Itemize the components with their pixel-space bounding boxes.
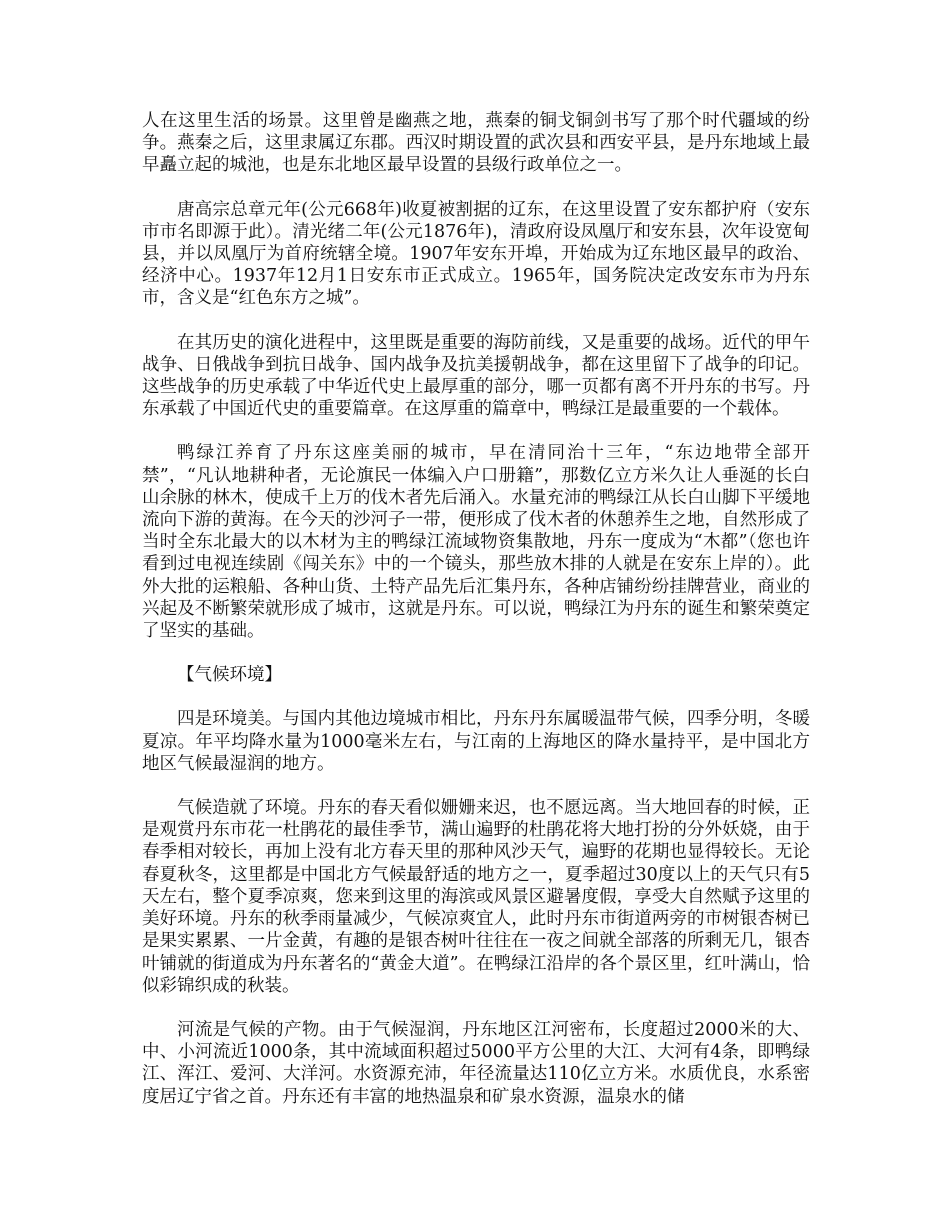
paragraph-war-history: 在其历史的演化进程中，这里既是重要的海防前线，又是重要的战场。近代的甲午战争、日俄战争到抗日战争、国内战争及抗美援朝战争，都在这里留下了战争的印记。这些战争的历史承载了中华近代史上最厚重的部分，哪一页都有离不开丹东的书写。丹东承载了中国近代史的重要篇章。在这厚重的篇章中，鸭绿江是最重要的一个载体。	[142, 332, 810, 420]
paragraph-environment: 四是环境美。与国内其他边境城市相比，丹东丹东属暖温带气候，四季分明，冬暖夏凉。年平均降水量为1000毫米左右，与江南的上海地区的降水量持平，是中国北方地区气候最湿润的地方。	[142, 709, 810, 774]
paragraph-tang-andong: 唐高宗总章元年(公元668年)收夏被割据的辽东，在这里设置了安东都护府（安东市市名即源于此）。清光绪二年(公元1876年)，清政府设凤凰厅和安东县，次年设宽甸县，并以凤凰厅为首府统辖全境。1907年安东开埠，开始成为辽东地区最早的政治、经济中心。1937年12月1日安东市正式成立。1965年，国务院决定改安东市为丹东市，含义是“红色东方之城”。	[142, 199, 810, 309]
paragraph-history-intro: 人在这里生活的场景。这里曾是幽燕之地，燕秦的铜戈铜剑书写了那个时代疆域的纷争。燕秦之后，这里隶属辽东郡。西汉时期设置的武次县和西安平县，是丹东地域上最早矗立起的城池，也是东北地区最早设置的县级行政单位之一。	[142, 111, 810, 176]
paragraph-rivers: 河流是气候的产物。由于气候湿润，丹东地区江河密布，长度超过2000米的大、中、小河流近1000条，其中流域面积超过5000平方公里的大江、大河有4条，即鸭绿江、浑江、爱河、大洋河。水资源充沛，年径流量达110亿立方米。水质优良，水系密度居辽宁省之首。丹东还有丰富的地热温泉和矿泉水资源，温泉水的储	[142, 1019, 810, 1107]
paragraph-yalu-river: 鸭绿江养育了丹东这座美丽的城市，早在清同治十三年，“东边地带全部开禁”，“凡认地耕种者，无论旗民一体编入户口册籍”，那数亿立方米久让人垂涎的长白山余脉的林木，使成千上万的伐木者先后涌入。水量充沛的鸭绿江从长白山脚下平缓地流向下游的黄海。在今天的沙河子一带，便形成了伐木者的休憩养生之地，自然形成了当时全东北最大的以木材为主的鸭绿江流域物资集散地，丹东一度成为“木都”（您也许看到过电视连续剧《闯关东》中的一个镜头，那些放木排的人就是在安东上岸的）。此外大批的运粮船、各种山货、土特产品先后汇集丹东，各种店铺纷纷挂牌营业，商业的兴起及不断繁荣就形成了城市，这就是丹东。可以说，鸭绿江为丹东的诞生和繁荣奠定了坚实的基础。	[142, 443, 810, 642]
section-heading-climate: 【气候环境】	[177, 665, 282, 686]
paragraph-seasons: 气候造就了环境。丹东的春天看似姗姗来迟，也不愿远离。当大地回春的时候，正是观赏丹东市花一杜鹃花的最佳季节，满山遍野的杜鹃花将大地打扮的分外妖娆，由于春季相对较长，再加上没有北方春天里的那种风沙天气，遍野的花期也显得较长。无论春夏秋冬，这里都是中国北方气候最舒适的地方之一，夏季超过30度以上的天气只有5天左右，整个夏季凉爽，您来到这里的海滨或风景区避暑度假，享受大自然赋予这里的美好环境。丹东的秋季雨量减少，气候凉爽宜人，此时丹东市街道两旁的市树银杏树已是果实累累、一片金黄，有趣的是银杏树叶往往在一夜之间就全部落的所剩无几，银杏叶铺就的街道成为丹东著名的“黄金大道”。在鸭绿江沿岸的各个景区里，红叶满山，恰似彩锦织成的秋装。	[142, 798, 810, 996]
document-body	[142, 110, 810, 1130]
